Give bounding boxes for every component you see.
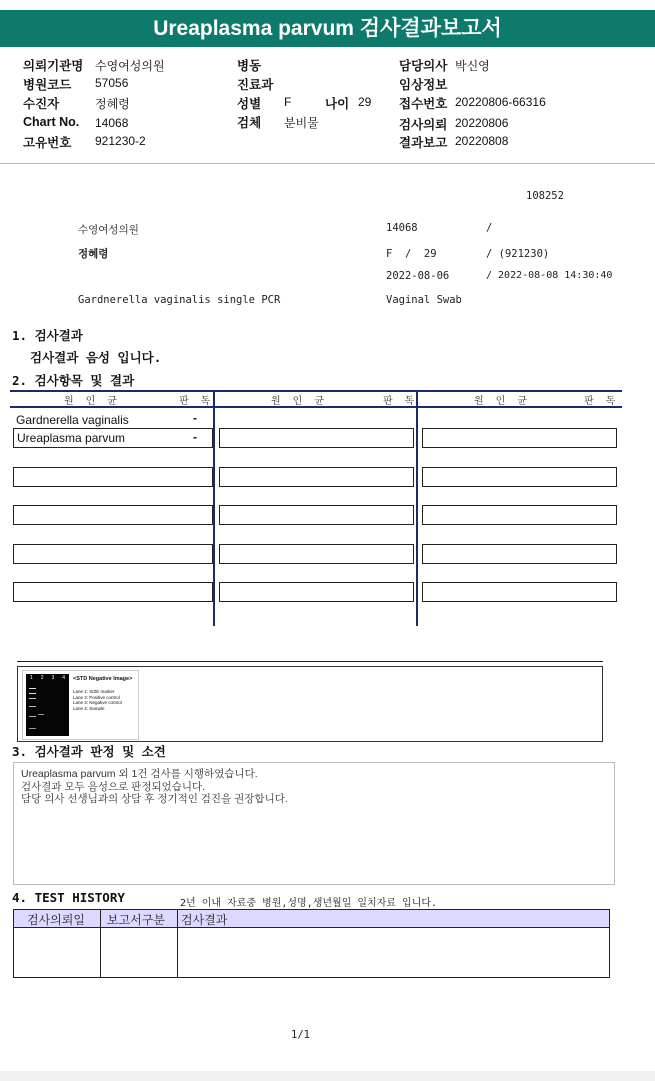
section1-heading: 1. 검사결과 <box>12 328 83 343</box>
receipt-no-label: 접수번호 <box>399 97 448 111</box>
row2-result: - <box>193 430 197 444</box>
gel-band <box>29 716 36 717</box>
col1-header-result: 판 독 <box>179 396 214 407</box>
row1-result: - <box>193 411 197 425</box>
result-cell <box>13 467 213 487</box>
section4-heading: 4. TEST HISTORY <box>12 890 125 905</box>
col2-header-result: 판 독 <box>383 396 418 407</box>
info-clinic: 수영여성의원 <box>78 224 139 236</box>
sex-label: 성별 <box>237 97 262 111</box>
history-col-divider <box>100 910 101 977</box>
gel-legend-line: Lane 4: Sample <box>73 705 105 711</box>
specimen-label: 검체 <box>237 116 262 130</box>
gel-lane-numbers <box>26 675 69 681</box>
gel-lane-2: 2 <box>40 675 44 681</box>
doctor-value: 박신영 <box>455 59 490 73</box>
gel-legend-line: Lane 1: SIZE marker <box>73 689 115 694</box>
unique-id-label: 고유번호 <box>23 136 72 150</box>
info-reported: / 2022-08-08 14:30:40 <box>486 270 613 281</box>
opinion-text <box>21 768 288 806</box>
gel-lane-1: 1 <box>29 675 33 681</box>
result-cell <box>422 428 617 448</box>
gel-band <box>29 706 36 707</box>
result-cell <box>13 582 213 602</box>
age-label: 나이 <box>325 97 350 111</box>
result-cell <box>13 505 213 525</box>
gel-panel <box>17 666 603 742</box>
page-number: 1/1 <box>291 1029 310 1041</box>
clinical-info-label: 임상정보 <box>399 78 448 92</box>
info-slash: / <box>486 222 493 234</box>
result-cell <box>219 428 414 448</box>
clinic-value: 수영여성의원 <box>95 59 165 73</box>
sex-value: F <box>284 95 292 109</box>
gel-band <box>38 714 44 715</box>
result-cell <box>13 544 213 564</box>
gel-title: <STD Negative Image> <box>73 676 133 682</box>
col2-header-pathogen: 원 인 균 <box>271 396 328 407</box>
row2-pathogen: Ureaplasma parvum <box>17 431 126 445</box>
dept-label: 진료과 <box>237 78 274 92</box>
result-cell <box>422 582 617 602</box>
report-date-value: 20220808 <box>455 134 509 148</box>
info-patient: 정혜령 <box>78 248 109 260</box>
history-note: 2년 이내 자료중 병원,성명,생년월일 일치자료 입니다. <box>180 898 438 909</box>
chart-no-value: 14068 <box>95 116 129 130</box>
col3-header-pathogen: 원 인 균 <box>474 396 531 407</box>
report-date-label: 결과보고 <box>399 136 448 150</box>
table-col-divider-1 <box>213 390 215 626</box>
opinion-line: 담당 의사 선생님과의 상담 후 정기적인 검진을 권장합니다. <box>21 793 288 805</box>
doc-number: 108252 <box>526 190 564 202</box>
col1-header-pathogen: 원 인 균 <box>64 396 121 407</box>
unique-id-value: 921230-2 <box>95 134 146 148</box>
result-cell <box>422 505 617 525</box>
gel-band <box>29 688 36 689</box>
request-date-label: 검사의뢰 <box>399 118 448 132</box>
gel-band <box>29 728 36 729</box>
gel-band <box>29 698 36 699</box>
result-cell <box>422 467 617 487</box>
info-sex-age: F / 29 <box>386 248 437 260</box>
opinion-line: Ureaplasma parvum 외 1건 검사를 시행하였습니다. <box>21 768 258 780</box>
info-specimen: Vaginal Swab <box>386 294 462 306</box>
ward-label: 병동 <box>237 59 262 73</box>
col3-header-result: 판 독 <box>584 396 619 407</box>
table-col-divider-2 <box>416 390 418 626</box>
info-received: 2022-08-06 <box>386 270 450 282</box>
result-cell <box>219 582 414 602</box>
gel-lane-4: 4 <box>62 675 66 681</box>
patient-label: 수진자 <box>23 97 60 111</box>
report-title: Ureaplasma parvum 검사결과보고서 <box>153 17 502 40</box>
result-cell <box>219 505 414 525</box>
doctor-label: 담당의사 <box>399 59 448 73</box>
section1-result-text: 검사결과 음성 입니다. <box>30 350 162 365</box>
report-title-bar <box>0 10 655 47</box>
gel-band <box>29 693 36 694</box>
chart-no-label: Chart No. <box>23 115 80 129</box>
info-birth: / (921230) <box>486 248 550 260</box>
request-date-value: 20220806 <box>455 116 509 130</box>
opinion-box <box>13 762 615 885</box>
gel-legend-line: Lane 2: Positive control <box>73 694 120 700</box>
result-cell <box>219 544 414 564</box>
specimen-value: 분비물 <box>284 116 319 130</box>
history-header-row <box>14 910 609 928</box>
gel-legend-line: Lane 3: Negative control <box>73 700 122 705</box>
history-col-request-date: 검사의뢰일 <box>27 913 85 927</box>
section3-heading: 3. 검사결과 판정 및 소견 <box>12 744 166 759</box>
age-value: 29 <box>358 95 372 109</box>
gel-image <box>26 674 69 736</box>
history-col-divider <box>177 910 178 977</box>
patient-value: 정혜령 <box>95 97 130 111</box>
section2-heading: 2. 검사항목 및 결과 <box>12 373 135 388</box>
info-chart: 14068 <box>386 222 418 234</box>
history-col-report-type: 보고서구분 <box>107 913 165 927</box>
opinion-line: 검사결과 모두 음성으로 판정되었습니다. <box>21 780 206 793</box>
gel-legend <box>73 689 122 711</box>
info-test-name: Gardnerella vaginalis single PCR <box>78 294 281 306</box>
receipt-no-value: 20220806-66316 <box>455 95 546 109</box>
hospital-code-value: 57056 <box>95 76 129 90</box>
row1-pathogen: Gardnerella vaginalis <box>16 413 129 427</box>
clinic-label: 의뢰기관명 <box>23 59 84 73</box>
page-bottom-margin <box>0 1071 655 1081</box>
gel-top-rule <box>17 661 603 662</box>
hospital-code-label: 병원코드 <box>23 78 72 92</box>
gel-lane-3: 3 <box>51 675 55 681</box>
result-cell <box>422 544 617 564</box>
header-divider <box>0 163 655 164</box>
gel-image-frame <box>22 670 139 740</box>
result-cell <box>219 467 414 487</box>
history-col-result: 검사결과 <box>181 913 228 927</box>
